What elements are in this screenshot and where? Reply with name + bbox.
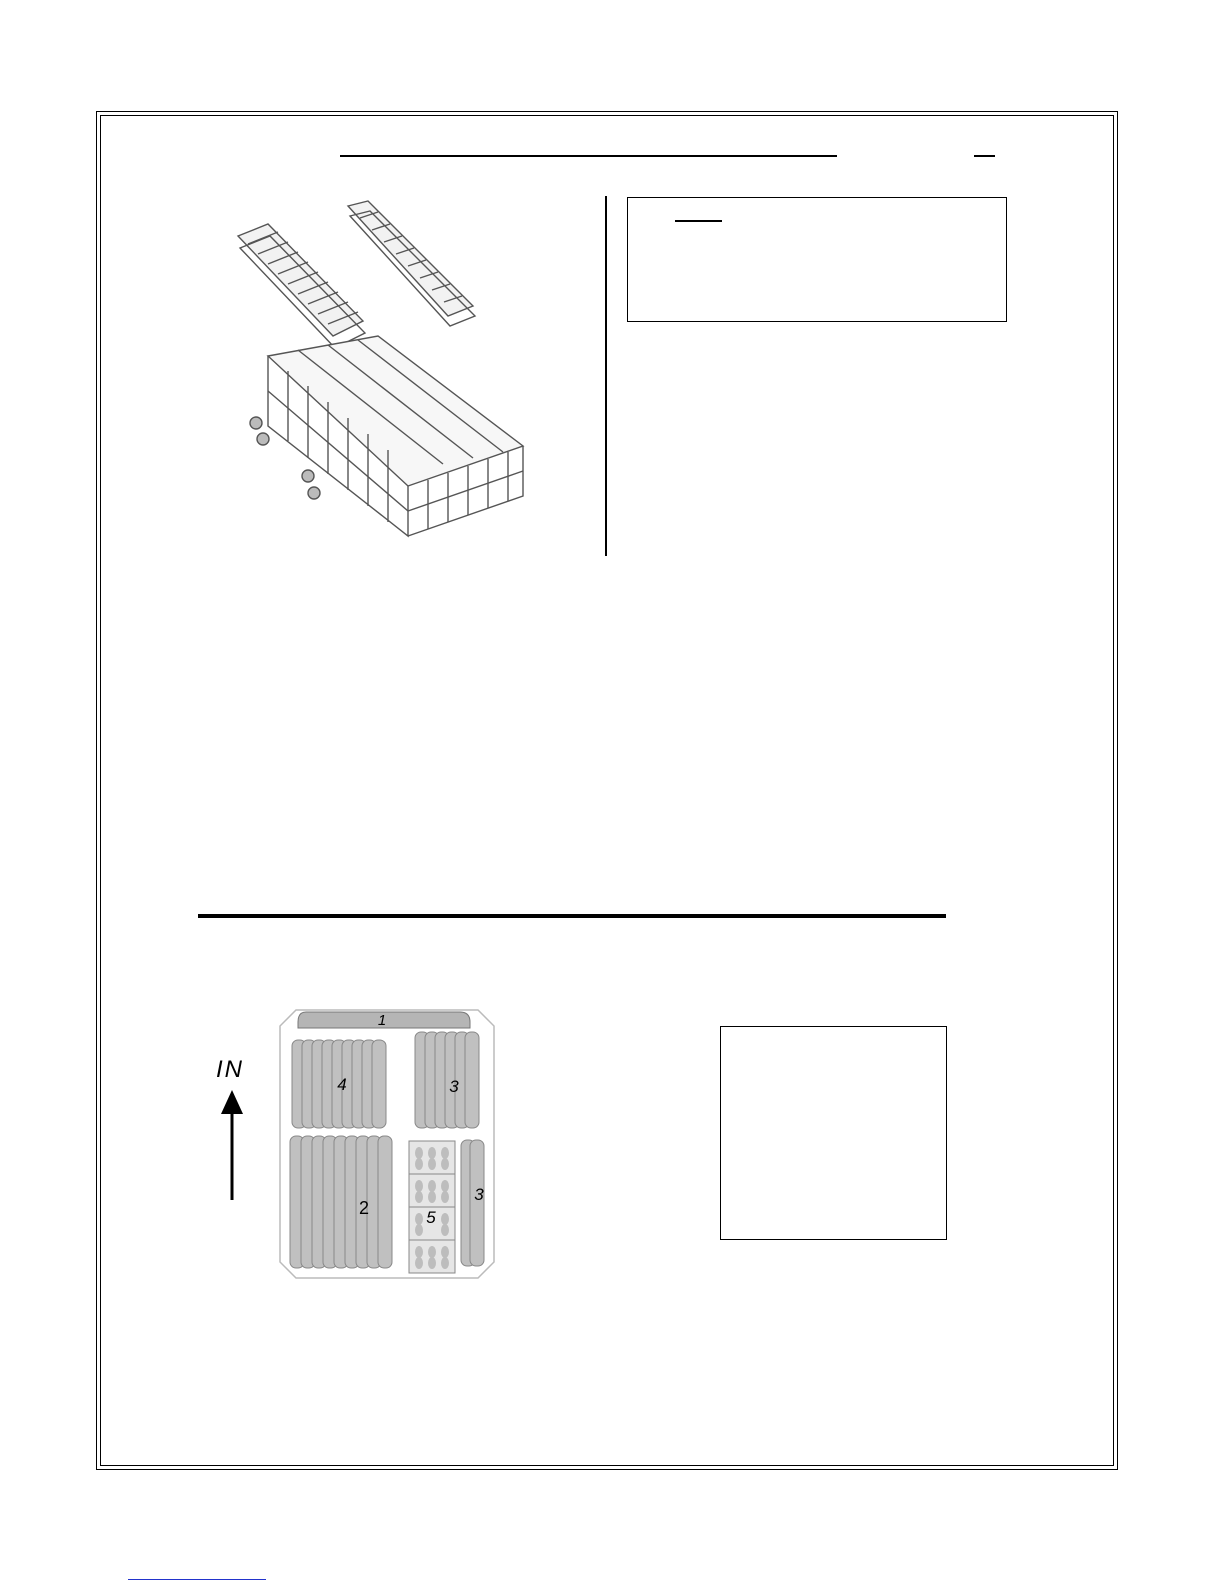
zone-3-upper-plates — [415, 1032, 479, 1128]
upper-basket-illustration — [228, 196, 538, 541]
zone-5-cutlery — [409, 1141, 455, 1273]
zone-label-5: 5 — [426, 1208, 436, 1227]
basket-body — [268, 336, 523, 536]
column-divider — [605, 196, 607, 556]
direction-label: IN — [216, 1056, 244, 1083]
right-cup-shelf — [348, 201, 475, 326]
basket-loading-diagram — [278, 1008, 496, 1280]
note-heading-underline — [675, 220, 722, 222]
legend-box — [720, 1026, 947, 1240]
zone-label-3-lower: 3 — [474, 1185, 484, 1204]
section-divider — [198, 914, 946, 918]
zone-label-2: 2 — [358, 1198, 370, 1218]
heading-underline — [340, 155, 837, 157]
zone-label-3-upper: 3 — [449, 1077, 459, 1096]
zone-label-1: 1 — [377, 1012, 387, 1029]
zone-label-4: 4 — [337, 1075, 347, 1094]
footer-link-underline[interactable] — [128, 1579, 266, 1580]
zone-2-plates — [290, 1136, 392, 1268]
note-box — [627, 197, 1007, 322]
direction-arrow-icon — [220, 1090, 244, 1202]
page-number-underline — [974, 155, 995, 157]
left-cup-shelf — [238, 224, 365, 348]
